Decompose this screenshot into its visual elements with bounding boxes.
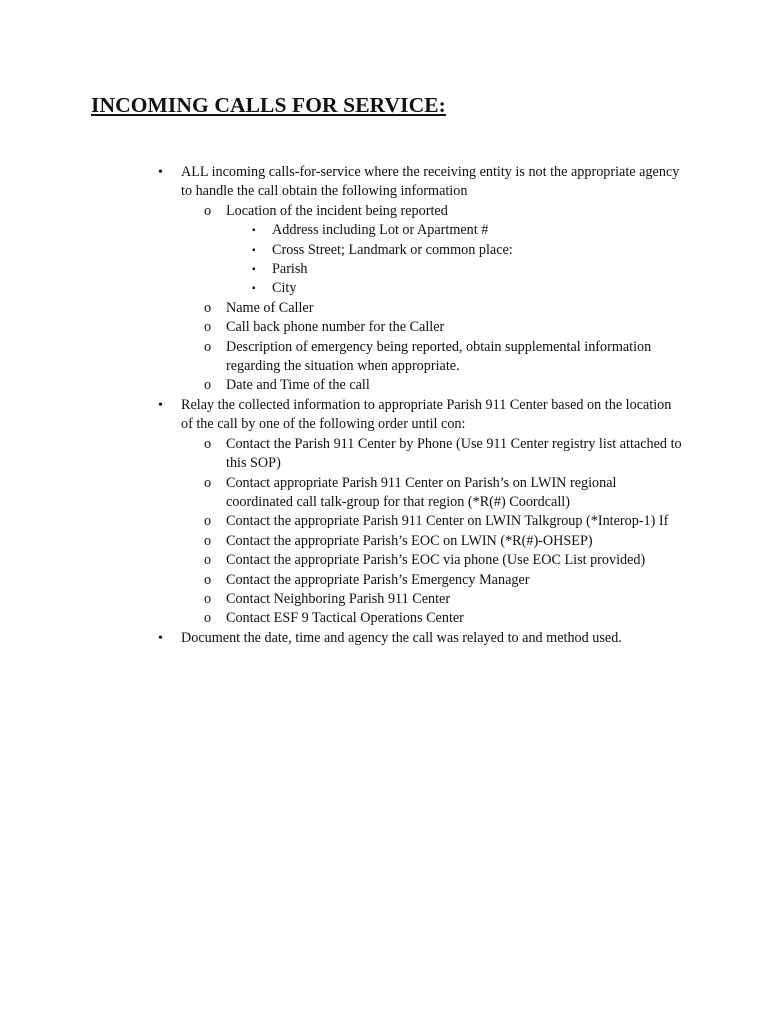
- bullet-circle: o: [204, 319, 212, 336]
- bullet-circle: o: [204, 513, 212, 530]
- list-item: • Document the date, time and agency the call was relayed to and method used.: [181, 629, 700, 648]
- bullet-list: [0, 163, 700, 648]
- bullet-circle: o: [204, 590, 212, 607]
- bullet-square: ▪: [252, 283, 256, 295]
- bullet-circle: o: [204, 202, 212, 219]
- list-item: ▪ Parish: [272, 260, 700, 279]
- list-item: o Call back phone number for the Caller: [226, 318, 700, 337]
- bullet-circle: o: [204, 474, 212, 491]
- list-item: o Description of emergency being reported, obtain supplemental information regarding the situation when appropriate.: [204, 338, 652, 375]
- bullet-circle: o: [204, 338, 212, 355]
- list-item: o Contact the appropriate Parish’s Emergency Manager: [226, 571, 700, 590]
- list-item: o Contact the Parish 911 Center by Phone (Use 911 Center registry list attached to this SOP): [204, 435, 682, 472]
- bullet-square: ▪: [252, 244, 256, 256]
- bullet-disc: •: [158, 630, 163, 646]
- page-title: INCOMING CALLS FOR SERVICE:: [91, 93, 446, 117]
- list-item: o Contact appropriate Parish 911 Center on Parish’s on LWIN regional coordinated call talk-group for that region (*R(#) Coordcall): [204, 474, 617, 510]
- bullet-circle: o: [204, 435, 212, 452]
- list-item: o Contact the appropriate Parish’s EOC on LWIN (*R(#)-OHSEP): [226, 532, 700, 551]
- list-item: o Name of Caller: [226, 299, 700, 318]
- list-item: o Contact the appropriate Parish 911 Center on LWIN Talkgroup (*Interop-1) If: [226, 512, 700, 531]
- list-item: ▪ Cross Street; Landmark or common place:: [272, 241, 700, 260]
- bullet-circle: o: [204, 377, 212, 394]
- list-item: • ALL incoming calls-for-service where the receiving entity is not the appropriate agency to handle the call obtain the following information: [158, 164, 680, 200]
- list-item: ▪ City: [272, 279, 700, 298]
- list-item: o Contact the appropriate Parish’s EOC via phone (Use EOC List provided): [226, 551, 700, 570]
- list-item: o Date and Time of the call: [226, 376, 700, 395]
- list-item: o Contact ESF 9 Tactical Operations Center: [226, 609, 700, 628]
- list-item: o Location of the incident being reported: [226, 202, 700, 221]
- bullet-disc: •: [158, 165, 163, 180]
- bullet-circle: o: [204, 532, 212, 549]
- bullet-circle: o: [204, 552, 212, 569]
- list-item: ▪ Address including Lot or Apartment #: [272, 221, 700, 240]
- bullet-circle: o: [204, 299, 212, 316]
- bullet-square: ▪: [252, 225, 256, 237]
- bullet-circle: o: [204, 610, 212, 627]
- list-item: • Relay the collected information to appropriate Parish 911 Center based on the location of the call by one of the following order until con:: [158, 396, 672, 433]
- bullet-square: ▪: [252, 264, 256, 276]
- bullet-disc: •: [158, 397, 163, 413]
- bullet-circle: o: [204, 571, 212, 588]
- list-item: o Contact Neighboring Parish 911 Center: [226, 590, 700, 609]
